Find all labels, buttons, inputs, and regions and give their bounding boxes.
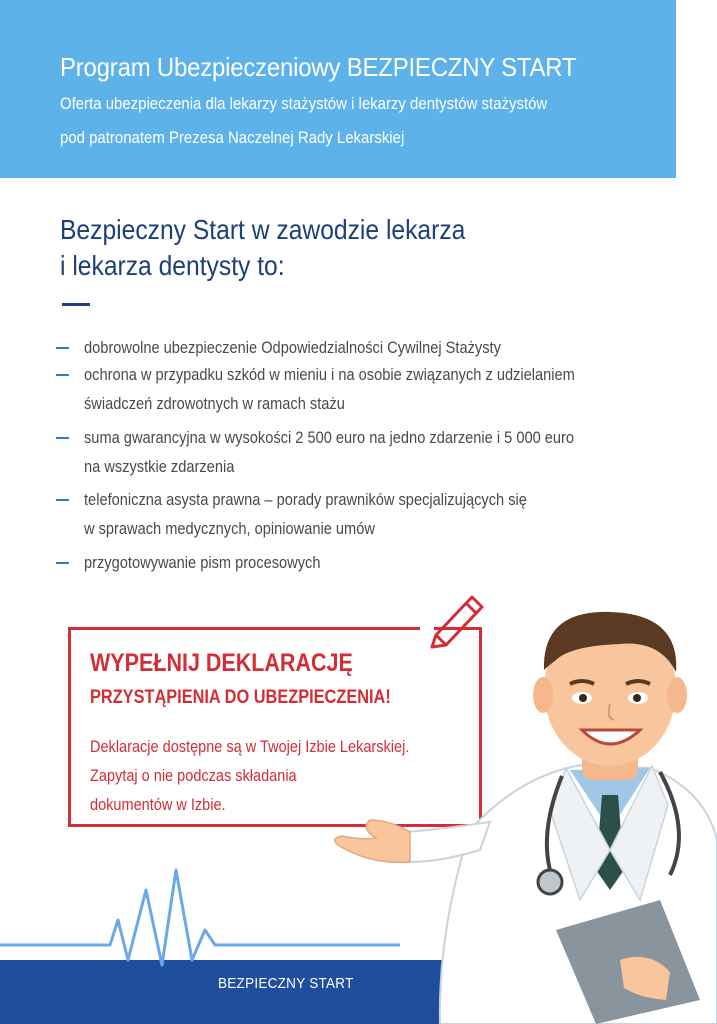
section-title-line2: i lekarza dentysty to: — [60, 250, 285, 281]
list-item-line: suma gwarancyjna w wysokości 2 500 euro na jedno zdarzenie i 5 000 euro — [84, 428, 575, 447]
page-title: Program Ubezpieczeniowy BEZPIECZNY START — [60, 52, 577, 82]
cta-title: WYPEŁNIJ DEKLARACJĘ — [90, 649, 353, 677]
cta-body-line1: Deklaracje dostępne są w Twojej Izbie Lekarskiej. — [90, 738, 410, 756]
footer-brand: BEZPIECZNY START — [218, 975, 354, 992]
list-item-text — [84, 423, 634, 481]
list-item-text — [84, 485, 634, 543]
cta-body-line3: dokumentów w Izbie. — [90, 796, 226, 814]
cta-subtitle: PRZYSTĄPIENIA DO UBEZPIECZENIA! — [90, 687, 391, 708]
list-item-line: telefoniczna asysta prawna – porady prawników specjalizujących się — [84, 490, 527, 509]
section-title — [60, 212, 465, 284]
list-item-text — [84, 360, 634, 418]
dash-bullet-icon — [56, 562, 69, 564]
dash-bullet-icon — [56, 347, 69, 349]
list-item-line: przygotowywanie pism procesowych — [84, 553, 321, 572]
header-subtitle-line2: pod patronatem Prezesa Naczelnej Rady Lekarskiej — [60, 128, 405, 147]
dash-bullet-icon — [56, 374, 69, 376]
list-item-line: na wszystkie zdarzenia — [84, 457, 235, 476]
title-underline — [62, 303, 90, 306]
list-item-line: w sprawach medycznych, opiniowanie umów — [84, 519, 375, 538]
header-subtitle-line1: Oferta ubezpieczenia dla lekarzy stażystów i lekarzy dentystów stażystów — [60, 94, 548, 113]
dash-bullet-icon — [56, 499, 69, 501]
list-item-text — [84, 333, 634, 362]
list-item-line: ochrona w przypadku szkód w mieniu i na osobie związanych z udzielaniem — [84, 365, 575, 384]
header-banner — [0, 0, 676, 178]
dash-bullet-icon — [56, 437, 69, 439]
section-title-line1: Bezpieczny Start w zawodzie lekarza — [60, 214, 466, 245]
doctor-illustration — [320, 600, 717, 1024]
cta-body-line2: Zapytaj o nie podczas składania — [90, 767, 297, 785]
list-item-text — [84, 548, 634, 577]
list-item-line: świadczeń zdrowotnych w ramach stażu — [84, 394, 345, 413]
list-item-line: dobrowolne ubezpieczenie Odpowiedzialności Cywilnej Stażysty — [84, 338, 501, 357]
